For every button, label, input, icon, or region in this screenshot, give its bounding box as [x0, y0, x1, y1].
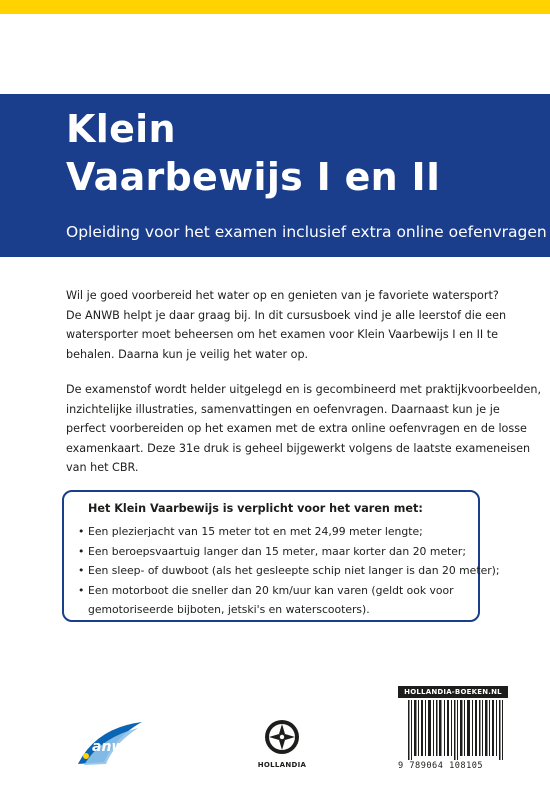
list-item [78, 581, 478, 601]
anwb-logo-graphic [76, 718, 146, 768]
intro-line: Wil je goed voorbereid het water op en genieten van je favoriete watersport? [66, 289, 499, 302]
barcode-label: HOLLANDIA-BOEKEN.NL [398, 686, 508, 698]
bullet-icon: • [78, 525, 85, 538]
list-item [78, 561, 500, 581]
barcode [398, 686, 508, 786]
list-item-text: Een beroepsvaartuig langer dan 15 meter, maar korter dan 20 meter; [88, 544, 466, 558]
barcode-icon [406, 700, 508, 760]
bullet-icon: • [78, 544, 85, 558]
intro-line: De ANWB helpt je daar graag bij. In dit cursusboek vind je alle leerstof die een [66, 308, 507, 322]
book-subtitle: Opleiding voor het examen inclusief extra online oefenvragen [66, 223, 547, 241]
list-item-text: Een sleep- of duwboot (als het gesleepte schip niet langer is dan 20 meter); [88, 564, 500, 578]
list-item [78, 522, 478, 542]
list-item [78, 542, 478, 562]
bullet-icon: • [78, 583, 85, 597]
title-band [0, 94, 550, 257]
list-item-continuation: gemotoriseerde bijboten, jetski's en waterscooters). [88, 603, 370, 617]
anwb-logo-text: anwb [92, 739, 135, 755]
intro-line: watersporter moet beheersen om het examen voor Klein Vaarbewijs I en II te [66, 328, 499, 341]
barcode-digits: 9 789064 108105 [398, 761, 484, 771]
hollandia-label: HOLLANDIA [257, 761, 307, 769]
bullet-icon: • [78, 564, 85, 578]
content-line: van het CBR. [66, 461, 139, 474]
content-paragraph [66, 380, 542, 478]
list-item-text: Een plezierjacht van 15 meter tot en met 24,99 meter lengte; [88, 525, 423, 538]
list-item-text: Een motorboot die sneller dan 20 km/uur kan varen (geldt ook voor [88, 583, 454, 597]
hollandia-logo [256, 715, 308, 775]
book-title-line1: Klein [66, 107, 176, 151]
content-line: De examenstof wordt helder uitgelegd en is gecombineerd met praktijkvoorbeelden, [66, 383, 542, 396]
content-line: inzichtelijke illustraties, samenvattingen en oefenvragen. Daarnaast kun je je [66, 402, 500, 416]
top-yellow-stripe [0, 0, 550, 14]
intro-paragraph [66, 286, 507, 364]
requirements-box-title: Het Klein Vaarbewijs is verplicht voor het varen met: [88, 502, 423, 515]
requirements-box [62, 490, 500, 622]
requirements-list [78, 522, 500, 620]
content-line: examenkaart. Deze 31e druk is geheel bijgewerkt volgens de laatste exameneisen [66, 441, 531, 455]
compass-rose-icon [256, 715, 308, 759]
anwb-logo-icon [76, 718, 146, 768]
intro-line: behalen. Daarna kun je veilig het water op. [66, 347, 309, 361]
content-line: perfect voorbereiden op het examen met de extra online oefenvragen en de losse [66, 422, 527, 435]
book-title-line2: Vaarbewijs I en II [66, 155, 441, 199]
